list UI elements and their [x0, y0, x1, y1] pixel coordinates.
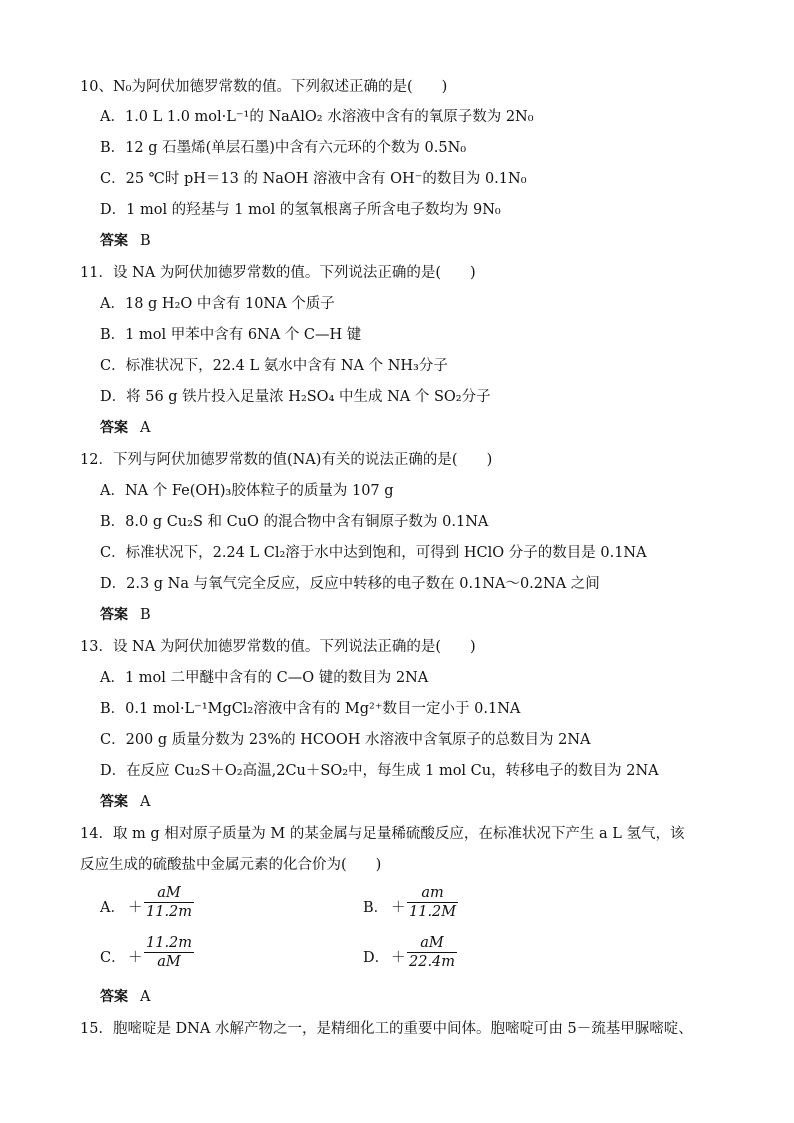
- q13-stem: 13．设 NA 为阿伏加德罗常数的值。下列说法正确的是( ): [80, 639, 476, 655]
- numerator: am: [421, 885, 444, 901]
- fraction: [407, 934, 457, 971]
- q10-option-d: D．1 mol 的羟基与 1 mol 的氢氧根离子所含电子数均为 9N₀: [100, 202, 501, 218]
- answer-value: A: [140, 794, 151, 810]
- option-label: D．: [363, 950, 390, 966]
- answer-value: B: [140, 233, 151, 249]
- q12-option-d: D．2.3 g Na 与氧气完全反应，反应中转移的电子数在 0.1NA～0.2NA 之间: [100, 576, 600, 592]
- q10-option-b: B．12 g 石墨烯(单层石墨)中含有六元环的个数为 0.5N₀: [100, 140, 467, 156]
- option-label: C．: [100, 950, 126, 966]
- q13-option-a: A．1 mol 二甲醚中含有的 C—O 键的数目为 2NA: [100, 670, 429, 686]
- answer-label: 答案: [100, 607, 128, 623]
- q12-option-b: B．8.0 g Cu₂S 和 CuO 的混合物中含有铜原子数为 0.1NA: [100, 514, 489, 530]
- q14-stem-line2: 反应生成的硫酸盐中金属元素的化合价为( ): [80, 857, 382, 873]
- q10-option-a: A．1.0 L 1.0 mol·L⁻¹的 NaAlO₂ 水溶液中含有的氧原子数为 2N₀: [100, 109, 534, 125]
- q11-option-a: A．18 g H₂O 中含有 10NA 个质子: [100, 296, 335, 312]
- denominator: 11.2M: [409, 904, 457, 920]
- answer-label: 答案: [100, 794, 128, 810]
- q14-answer: [100, 987, 150, 1007]
- q15-stem: 15．胞嘧啶是 DNA 水解产物之一，是精细化工的重要中间体。胞嘧啶可由 5－巯基甲脲嘧啶、: [80, 1021, 693, 1037]
- numerator: aM: [157, 885, 181, 901]
- numerator: aM: [420, 935, 444, 951]
- q11-answer: [100, 418, 150, 438]
- q12-option-c: C．标准状况下，2.24 L Cl₂溶于水中达到饱和，可得到 HClO 分子的数目是 0.1NA: [100, 545, 647, 561]
- q11-stem: 11．设 NA 为阿伏加德罗常数的值。下列说法正确的是( ): [80, 265, 476, 281]
- q13-option-d: D．在反应 Cu₂S＋O₂高温,2Cu＋SO₂中，每生成 1 mol Cu，转移电子的数目为 2NA: [100, 763, 659, 779]
- denominator: aM: [157, 954, 181, 970]
- answer-label: 答案: [100, 233, 128, 249]
- option-label: A．: [100, 900, 125, 916]
- q13-answer: [100, 792, 150, 812]
- q11-option-c: C．标准状况下，22.4 L 氨水中含有 NA 个 NH₃分子: [100, 358, 448, 374]
- q12-option-a: A．NA 个 Fe(OH)₃胶体粒子的质量为 107 g: [100, 483, 394, 499]
- fraction: [144, 934, 194, 971]
- answer-label: 答案: [100, 420, 128, 436]
- plus-sign: ＋: [128, 950, 143, 966]
- q11-option-d: D．将 56 g 铁片投入足量浓 H₂SO₄ 中生成 NA 个 SO₂分子: [100, 389, 491, 405]
- fraction: [144, 884, 194, 921]
- numerator: 11.2m: [146, 935, 193, 951]
- q10-stem: 10、N₀为阿伏加德罗常数的值。下列叙述正确的是( ): [80, 79, 448, 95]
- option-label: B．: [363, 900, 389, 916]
- q11-option-b: B．1 mol 甲苯中含有 6NA 个 C—H 键: [100, 327, 362, 343]
- answer-label: 答案: [100, 989, 128, 1005]
- answer-value: A: [140, 989, 151, 1005]
- q12-answer: [100, 605, 151, 625]
- q10-option-c: C．25 ℃时 pH＝13 的 NaOH 溶液中含有 OH⁻的数目为 0.1N₀: [100, 171, 527, 187]
- q10-answer: [100, 231, 151, 251]
- answer-value: B: [140, 607, 151, 623]
- q12-stem: 12．下列与阿伏加德罗常数的值(NA)有关的说法正确的是( ): [80, 452, 493, 468]
- q13-option-c: C．200 g 质量分数为 23%的 HCOOH 水溶液中含氧原子的总数目为 2NA: [100, 732, 591, 748]
- plus-sign: ＋: [391, 950, 406, 966]
- plus-sign: ＋: [391, 900, 406, 916]
- fraction: [407, 884, 458, 921]
- denominator: 11.2m: [146, 904, 193, 920]
- denominator: 22.4m: [409, 954, 456, 970]
- answer-value: A: [140, 420, 151, 436]
- q14-stem-line1: 14．取 m g 相对原子质量为 M 的某金属与足量稀硫酸反应，在标准状况下产生 a L 氢气，该: [80, 826, 685, 842]
- q13-option-b: B．0.1 mol·L⁻¹MgCl₂溶液中含有的 Mg²⁺数目一定小于 0.1NA: [100, 701, 521, 717]
- plus-sign: ＋: [128, 900, 143, 916]
